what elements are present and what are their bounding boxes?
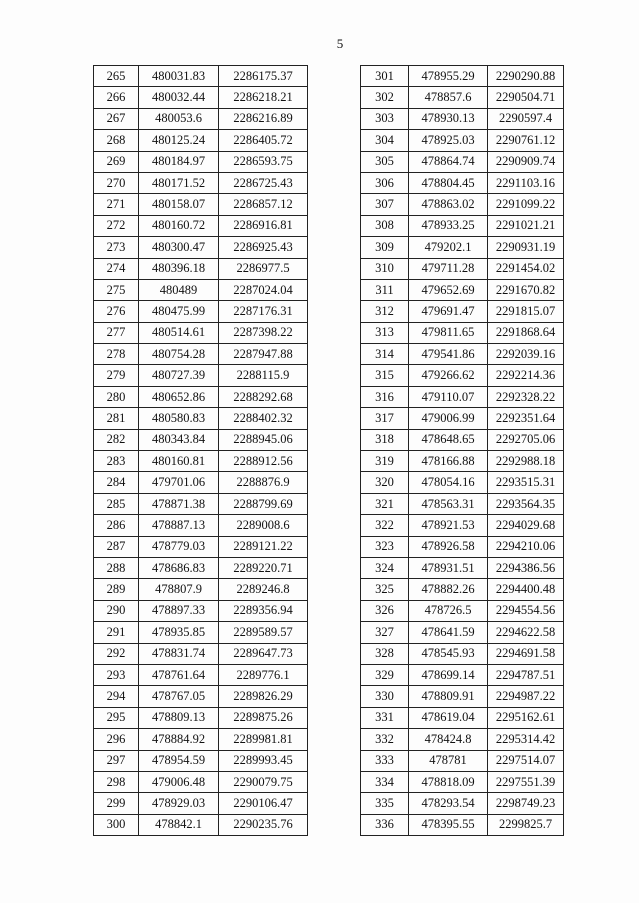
x-coordinate-cell: 478545.93 — [409, 643, 488, 664]
y-coordinate-cell: 2289776.1 — [219, 664, 308, 685]
point-number-cell: 331 — [361, 707, 409, 728]
point-number-cell: 305 — [361, 151, 409, 172]
point-number-cell: 302 — [361, 87, 409, 108]
point-number-cell: 304 — [361, 130, 409, 151]
point-number-cell: 282 — [94, 429, 139, 450]
point-number-cell: 303 — [361, 108, 409, 129]
table-row — [361, 771, 564, 792]
y-coordinate-cell: 2292351.64 — [488, 408, 564, 429]
table-row — [361, 322, 564, 343]
point-number-cell: 319 — [361, 451, 409, 472]
x-coordinate-cell: 480489 — [139, 279, 219, 300]
page-number: 5 — [336, 36, 344, 51]
y-coordinate-cell: 2294987.22 — [488, 686, 564, 707]
y-coordinate-cell: 2299825.7 — [488, 814, 564, 835]
x-coordinate-cell: 478563.31 — [409, 493, 488, 514]
table-row — [94, 408, 308, 429]
y-coordinate-cell: 2289220.71 — [219, 557, 308, 578]
x-coordinate-cell: 480475.99 — [139, 301, 219, 322]
x-coordinate-cell: 478863.02 — [409, 194, 488, 215]
point-number-cell: 274 — [94, 258, 139, 279]
y-coordinate-cell: 2291099.22 — [488, 194, 564, 215]
y-coordinate-cell: 2290761.12 — [488, 130, 564, 151]
table-row — [94, 87, 308, 108]
x-coordinate-cell: 478954.59 — [139, 750, 219, 771]
x-coordinate-cell: 480343.84 — [139, 429, 219, 450]
y-coordinate-cell: 2288945.06 — [219, 429, 308, 450]
table-row — [361, 536, 564, 557]
table-row — [361, 493, 564, 514]
y-coordinate-cell: 2292705.06 — [488, 429, 564, 450]
y-coordinate-cell: 2298749.23 — [488, 793, 564, 814]
point-number-cell: 306 — [361, 172, 409, 193]
y-coordinate-cell: 2286405.72 — [219, 130, 308, 151]
point-number-cell: 315 — [361, 365, 409, 386]
point-number-cell: 287 — [94, 536, 139, 557]
y-coordinate-cell: 2288115.9 — [219, 365, 308, 386]
y-coordinate-cell: 2295314.42 — [488, 729, 564, 750]
coordinates-table-right — [360, 65, 564, 836]
table-row — [361, 451, 564, 472]
point-number-cell: 294 — [94, 686, 139, 707]
point-number-cell: 336 — [361, 814, 409, 835]
x-coordinate-cell: 480053.6 — [139, 108, 219, 129]
table-row — [361, 301, 564, 322]
table-row — [94, 108, 308, 129]
point-number-cell: 309 — [361, 237, 409, 258]
point-number-cell: 300 — [94, 814, 139, 835]
point-number-cell: 330 — [361, 686, 409, 707]
x-coordinate-cell: 478926.58 — [409, 536, 488, 557]
x-coordinate-cell: 478955.29 — [409, 66, 488, 87]
y-coordinate-cell: 2286216.89 — [219, 108, 308, 129]
x-coordinate-cell: 478767.05 — [139, 686, 219, 707]
x-coordinate-cell: 479541.86 — [409, 344, 488, 365]
table-row — [94, 750, 308, 771]
x-coordinate-cell: 480031.83 — [139, 66, 219, 87]
y-coordinate-cell: 2289008.6 — [219, 515, 308, 536]
y-coordinate-cell: 2293515.31 — [488, 472, 564, 493]
y-coordinate-cell: 2286175.37 — [219, 66, 308, 87]
y-coordinate-cell: 2288876.9 — [219, 472, 308, 493]
y-coordinate-cell: 2287947.88 — [219, 344, 308, 365]
table-row — [361, 622, 564, 643]
point-number-cell: 284 — [94, 472, 139, 493]
table-row — [361, 344, 564, 365]
y-coordinate-cell: 2286977.5 — [219, 258, 308, 279]
y-coordinate-cell: 2290290.88 — [488, 66, 564, 87]
x-coordinate-cell: 480580.83 — [139, 408, 219, 429]
point-number-cell: 286 — [94, 515, 139, 536]
y-coordinate-cell: 2287176.31 — [219, 301, 308, 322]
table-row — [94, 729, 308, 750]
x-coordinate-cell: 478779.03 — [139, 536, 219, 557]
point-number-cell: 327 — [361, 622, 409, 643]
y-coordinate-cell: 2293564.35 — [488, 493, 564, 514]
x-coordinate-cell: 480727.39 — [139, 365, 219, 386]
table-row — [94, 622, 308, 643]
table-row — [361, 515, 564, 536]
y-coordinate-cell: 2287024.04 — [219, 279, 308, 300]
y-coordinate-cell: 2294400.48 — [488, 579, 564, 600]
y-coordinate-cell: 2288912.56 — [219, 451, 308, 472]
table-row — [94, 279, 308, 300]
y-coordinate-cell: 2286725.43 — [219, 172, 308, 193]
table-row — [94, 814, 308, 835]
y-coordinate-cell: 2290931.19 — [488, 237, 564, 258]
table-row — [361, 365, 564, 386]
point-number-cell: 278 — [94, 344, 139, 365]
point-number-cell: 283 — [94, 451, 139, 472]
point-number-cell: 297 — [94, 750, 139, 771]
y-coordinate-cell: 2294622.58 — [488, 622, 564, 643]
point-number-cell: 276 — [94, 301, 139, 322]
y-coordinate-cell: 2294554.56 — [488, 600, 564, 621]
point-number-cell: 301 — [361, 66, 409, 87]
y-coordinate-cell: 2289589.57 — [219, 622, 308, 643]
x-coordinate-cell: 478424.8 — [409, 729, 488, 750]
x-coordinate-cell: 480032.44 — [139, 87, 219, 108]
table-row — [361, 643, 564, 664]
point-number-cell: 329 — [361, 664, 409, 685]
table-row — [361, 557, 564, 578]
table-row — [94, 429, 308, 450]
table-body — [94, 66, 308, 836]
y-coordinate-cell: 2289875.26 — [219, 707, 308, 728]
y-coordinate-cell: 2291868.64 — [488, 322, 564, 343]
y-coordinate-cell: 2289826.29 — [219, 686, 308, 707]
point-number-cell: 267 — [94, 108, 139, 129]
table-row — [94, 130, 308, 151]
x-coordinate-cell: 478884.92 — [139, 729, 219, 750]
x-coordinate-cell: 480652.86 — [139, 386, 219, 407]
point-number-cell: 316 — [361, 386, 409, 407]
table-row — [361, 750, 564, 771]
table-row — [94, 600, 308, 621]
table-row — [361, 87, 564, 108]
x-coordinate-cell: 478930.13 — [409, 108, 488, 129]
y-coordinate-cell: 2290504.71 — [488, 87, 564, 108]
y-coordinate-cell: 2294210.06 — [488, 536, 564, 557]
point-number-cell: 277 — [94, 322, 139, 343]
table-row — [94, 66, 308, 87]
x-coordinate-cell: 478921.53 — [409, 515, 488, 536]
point-number-cell: 270 — [94, 172, 139, 193]
point-number-cell: 328 — [361, 643, 409, 664]
point-number-cell: 311 — [361, 279, 409, 300]
point-number-cell: 310 — [361, 258, 409, 279]
point-number-cell: 332 — [361, 729, 409, 750]
table-row — [361, 194, 564, 215]
point-number-cell: 288 — [94, 557, 139, 578]
x-coordinate-cell: 478641.59 — [409, 622, 488, 643]
y-coordinate-cell: 2290106.47 — [219, 793, 308, 814]
y-coordinate-cell: 2286916.81 — [219, 215, 308, 236]
table-row — [94, 344, 308, 365]
x-coordinate-cell: 480171.52 — [139, 172, 219, 193]
table-row — [94, 322, 308, 343]
point-number-cell: 335 — [361, 793, 409, 814]
table-row — [94, 151, 308, 172]
table-row — [361, 215, 564, 236]
point-number-cell: 291 — [94, 622, 139, 643]
y-coordinate-cell: 2295162.61 — [488, 707, 564, 728]
table-row — [361, 429, 564, 450]
x-coordinate-cell: 479691.47 — [409, 301, 488, 322]
y-coordinate-cell: 2286593.75 — [219, 151, 308, 172]
y-coordinate-cell: 2287398.22 — [219, 322, 308, 343]
table-row — [361, 686, 564, 707]
y-coordinate-cell: 2289246.8 — [219, 579, 308, 600]
point-number-cell: 333 — [361, 750, 409, 771]
point-number-cell: 308 — [361, 215, 409, 236]
x-coordinate-cell: 479811.65 — [409, 322, 488, 343]
x-coordinate-cell: 478395.55 — [409, 814, 488, 835]
point-number-cell: 273 — [94, 237, 139, 258]
table-row — [361, 729, 564, 750]
x-coordinate-cell: 478831.74 — [139, 643, 219, 664]
x-coordinate-cell: 478807.9 — [139, 579, 219, 600]
x-coordinate-cell: 478882.26 — [409, 579, 488, 600]
y-coordinate-cell: 2286218.21 — [219, 87, 308, 108]
point-number-cell: 321 — [361, 493, 409, 514]
x-coordinate-cell: 479202.1 — [409, 237, 488, 258]
point-number-cell: 325 — [361, 579, 409, 600]
y-coordinate-cell: 2288799.69 — [219, 493, 308, 514]
point-number-cell: 272 — [94, 215, 139, 236]
point-number-cell: 323 — [361, 536, 409, 557]
table-body — [361, 66, 564, 836]
x-coordinate-cell: 478933.25 — [409, 215, 488, 236]
y-coordinate-cell: 2291103.16 — [488, 172, 564, 193]
table-row — [94, 643, 308, 664]
x-coordinate-cell: 478619.04 — [409, 707, 488, 728]
point-number-cell: 265 — [94, 66, 139, 87]
x-coordinate-cell: 478887.13 — [139, 515, 219, 536]
point-number-cell: 296 — [94, 729, 139, 750]
x-coordinate-cell: 479006.99 — [409, 408, 488, 429]
y-coordinate-cell: 2297514.07 — [488, 750, 564, 771]
y-coordinate-cell: 2290079.75 — [219, 771, 308, 792]
x-coordinate-cell: 478809.91 — [409, 686, 488, 707]
table-row — [94, 707, 308, 728]
point-number-cell: 290 — [94, 600, 139, 621]
y-coordinate-cell: 2294386.56 — [488, 557, 564, 578]
table-row — [94, 793, 308, 814]
table-row — [94, 258, 308, 279]
point-number-cell: 295 — [94, 707, 139, 728]
y-coordinate-cell: 2291021.21 — [488, 215, 564, 236]
table-row — [94, 301, 308, 322]
y-coordinate-cell: 2291454.02 — [488, 258, 564, 279]
y-coordinate-cell: 2290235.76 — [219, 814, 308, 835]
point-number-cell: 312 — [361, 301, 409, 322]
table-row — [361, 600, 564, 621]
table-row — [361, 472, 564, 493]
x-coordinate-cell: 478864.74 — [409, 151, 488, 172]
x-coordinate-cell: 480160.72 — [139, 215, 219, 236]
x-coordinate-cell: 478699.14 — [409, 664, 488, 685]
point-number-cell: 326 — [361, 600, 409, 621]
table-row — [361, 279, 564, 300]
table-row — [361, 130, 564, 151]
point-number-cell: 269 — [94, 151, 139, 172]
table-row — [94, 451, 308, 472]
y-coordinate-cell: 2290909.74 — [488, 151, 564, 172]
x-coordinate-cell: 478929.03 — [139, 793, 219, 814]
point-number-cell: 266 — [94, 87, 139, 108]
x-coordinate-cell: 478648.65 — [409, 429, 488, 450]
x-coordinate-cell: 478925.03 — [409, 130, 488, 151]
x-coordinate-cell: 478293.54 — [409, 793, 488, 814]
table-row — [94, 386, 308, 407]
y-coordinate-cell: 2289647.73 — [219, 643, 308, 664]
x-coordinate-cell: 478897.33 — [139, 600, 219, 621]
y-coordinate-cell: 2289981.81 — [219, 729, 308, 750]
table-row — [361, 408, 564, 429]
y-coordinate-cell: 2290597.4 — [488, 108, 564, 129]
point-number-cell: 314 — [361, 344, 409, 365]
x-coordinate-cell: 478804.45 — [409, 172, 488, 193]
point-number-cell: 322 — [361, 515, 409, 536]
table-row — [361, 108, 564, 129]
x-coordinate-cell: 478842.1 — [139, 814, 219, 835]
table-row — [361, 258, 564, 279]
x-coordinate-cell: 478809.13 — [139, 707, 219, 728]
point-number-cell: 292 — [94, 643, 139, 664]
x-coordinate-cell: 479711.28 — [409, 258, 488, 279]
table-row — [361, 151, 564, 172]
table-row — [94, 515, 308, 536]
table-row — [94, 664, 308, 685]
table-row — [361, 66, 564, 87]
x-coordinate-cell: 478726.5 — [409, 600, 488, 621]
point-number-cell: 275 — [94, 279, 139, 300]
x-coordinate-cell: 479652.69 — [409, 279, 488, 300]
x-coordinate-cell: 479701.06 — [139, 472, 219, 493]
point-number-cell: 313 — [361, 322, 409, 343]
y-coordinate-cell: 2291815.07 — [488, 301, 564, 322]
table-row — [94, 686, 308, 707]
point-number-cell: 279 — [94, 365, 139, 386]
point-number-cell: 271 — [94, 194, 139, 215]
x-coordinate-cell: 478781 — [409, 750, 488, 771]
table-row — [94, 194, 308, 215]
y-coordinate-cell: 2292214.36 — [488, 365, 564, 386]
point-number-cell: 299 — [94, 793, 139, 814]
x-coordinate-cell: 480160.81 — [139, 451, 219, 472]
y-coordinate-cell: 2286925.43 — [219, 237, 308, 258]
x-coordinate-cell: 478931.51 — [409, 557, 488, 578]
x-coordinate-cell: 479266.62 — [409, 365, 488, 386]
point-number-cell: 317 — [361, 408, 409, 429]
table-row — [361, 814, 564, 835]
x-coordinate-cell: 480184.97 — [139, 151, 219, 172]
x-coordinate-cell: 478818.09 — [409, 771, 488, 792]
table-row — [94, 536, 308, 557]
x-coordinate-cell: 478166.88 — [409, 451, 488, 472]
table-row — [361, 172, 564, 193]
table-row — [361, 386, 564, 407]
table-row — [361, 664, 564, 685]
y-coordinate-cell: 2289356.94 — [219, 600, 308, 621]
y-coordinate-cell: 2297551.39 — [488, 771, 564, 792]
x-coordinate-cell: 478935.85 — [139, 622, 219, 643]
table-row — [361, 707, 564, 728]
table-row — [94, 557, 308, 578]
y-coordinate-cell: 2292039.16 — [488, 344, 564, 365]
y-coordinate-cell: 2288402.32 — [219, 408, 308, 429]
point-number-cell: 268 — [94, 130, 139, 151]
x-coordinate-cell: 478686.83 — [139, 557, 219, 578]
y-coordinate-cell: 2288292.68 — [219, 386, 308, 407]
x-coordinate-cell: 479110.07 — [409, 386, 488, 407]
table-row — [94, 493, 308, 514]
x-coordinate-cell: 478871.38 — [139, 493, 219, 514]
y-coordinate-cell: 2289121.22 — [219, 536, 308, 557]
x-coordinate-cell: 480158.07 — [139, 194, 219, 215]
x-coordinate-cell: 480514.61 — [139, 322, 219, 343]
y-coordinate-cell: 2292988.18 — [488, 451, 564, 472]
x-coordinate-cell: 479006.48 — [139, 771, 219, 792]
coordinates-table-left — [93, 65, 308, 836]
table-row — [94, 771, 308, 792]
x-coordinate-cell: 478857.6 — [409, 87, 488, 108]
table-row — [361, 237, 564, 258]
point-number-cell: 324 — [361, 557, 409, 578]
point-number-cell: 298 — [94, 771, 139, 792]
y-coordinate-cell: 2291670.82 — [488, 279, 564, 300]
y-coordinate-cell: 2294029.68 — [488, 515, 564, 536]
table-row — [94, 472, 308, 493]
x-coordinate-cell: 478761.64 — [139, 664, 219, 685]
x-coordinate-cell: 480396.18 — [139, 258, 219, 279]
point-number-cell: 307 — [361, 194, 409, 215]
y-coordinate-cell: 2294691.58 — [488, 643, 564, 664]
x-coordinate-cell: 480754.28 — [139, 344, 219, 365]
table-row — [361, 793, 564, 814]
point-number-cell: 320 — [361, 472, 409, 493]
point-number-cell: 289 — [94, 579, 139, 600]
table-row — [361, 579, 564, 600]
point-number-cell: 280 — [94, 386, 139, 407]
x-coordinate-cell: 478054.16 — [409, 472, 488, 493]
point-number-cell: 281 — [94, 408, 139, 429]
table-row — [94, 215, 308, 236]
point-number-cell: 318 — [361, 429, 409, 450]
point-number-cell: 285 — [94, 493, 139, 514]
point-number-cell: 293 — [94, 664, 139, 685]
table-row — [94, 365, 308, 386]
y-coordinate-cell: 2292328.22 — [488, 386, 564, 407]
point-number-cell: 334 — [361, 771, 409, 792]
y-coordinate-cell: 2286857.12 — [219, 194, 308, 215]
y-coordinate-cell: 2294787.51 — [488, 664, 564, 685]
table-row — [94, 579, 308, 600]
x-coordinate-cell: 480300.47 — [139, 237, 219, 258]
y-coordinate-cell: 2289993.45 — [219, 750, 308, 771]
table-row — [94, 172, 308, 193]
table-row — [94, 237, 308, 258]
x-coordinate-cell: 480125.24 — [139, 130, 219, 151]
